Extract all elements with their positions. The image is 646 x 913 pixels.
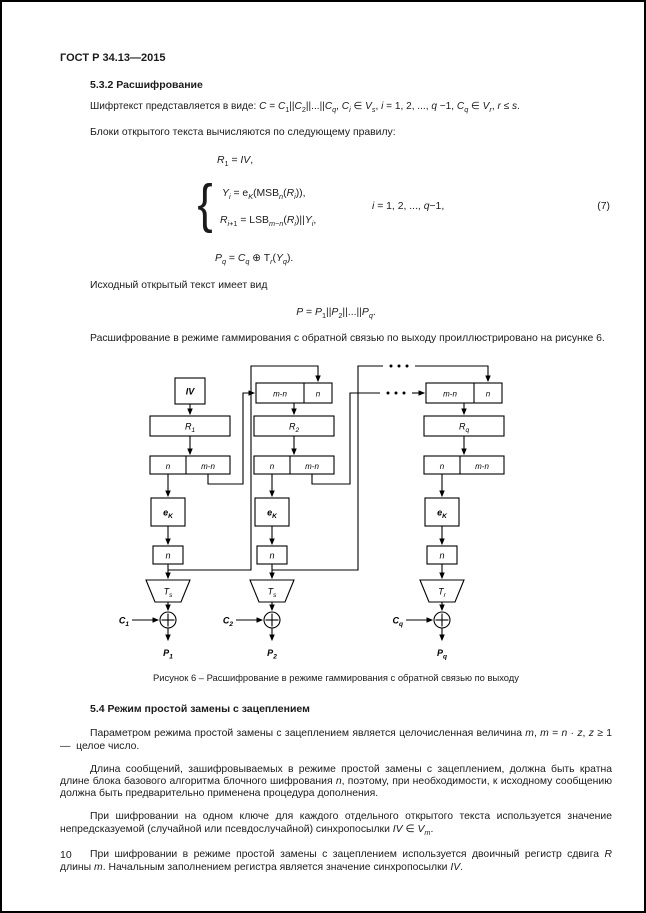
para-figure-ref: Расшифрование в режиме гаммирования с обратной связью по выходу проиллюстрировано на рисунке 6.: [90, 332, 605, 344]
figure-6-diagram: [95, 358, 565, 663]
top-cell-n-2: n: [315, 389, 321, 399]
c-label-1: $C_1$: [118, 615, 129, 629]
formula-p: $P = P_1||P_2||...||P_q$.: [296, 306, 376, 320]
p-label-2: $P_2$: [267, 648, 277, 661]
para-plaintext-intro: Исходный открытый текст имеет вид: [90, 280, 268, 292]
top-cell-mn-2: m-n: [273, 389, 287, 399]
ofb-decryption-diagram: [95, 358, 565, 663]
split-cell-n-1: n: [165, 462, 171, 472]
split-cell-n-3: n: [439, 462, 445, 472]
top-split-box-3: [426, 383, 502, 403]
p-label-1: $P_1$: [163, 648, 173, 661]
n-label-1: n: [165, 550, 171, 561]
para-mode-parameter: Параметром режима простой замены с зацеплением является целочисленная величина m, m = n · z, z ≥ 1 — целое число.: [60, 728, 612, 752]
trunc-label-2: $T_s$: [267, 586, 277, 600]
top-split-box-2: [256, 383, 332, 403]
section-5-3-2-heading: 5.3.2 Расшифрование: [90, 79, 203, 91]
register-label-1: $R_1$: [184, 421, 196, 435]
register-label-3: $R_q$: [458, 421, 470, 435]
ek-label-2: $e_K$: [267, 507, 277, 521]
p-label-3: $P_q$: [437, 648, 447, 661]
page-content: [60, 52, 612, 885]
equation-system: [60, 174, 612, 244]
ek-label-1: $e_K$: [163, 507, 173, 521]
c-label-2: $C_2$: [222, 615, 233, 629]
split-cell-mn-3: m-n: [475, 462, 489, 472]
eq-number: (7): [597, 201, 610, 213]
para-shift-register: При шифровании в режиме простой замены с зацеплением используется двоичный регистр сдвига R длины m. Начальным заполнением регистра является значение синхропосылки IV.: [60, 849, 612, 873]
register-label-2: $R_2$: [288, 421, 300, 435]
iv-label: IV: [185, 386, 195, 397]
eq-line-2: $R_{i+1} = LSB_{m-n}(R_i)||Y_i$,: [220, 215, 317, 229]
formula-r1: $R_1$ = IV,: [217, 155, 254, 169]
bottom-split-box-2: [254, 456, 334, 474]
formula-pq: $P_q = C_q$ ⊕ $T_r(Y_q)$.: [215, 253, 294, 267]
ellipsis-dots: [387, 365, 409, 395]
eq-condition: i = 1, 2, ..., q−1,: [372, 201, 445, 213]
diagram-column-2: [223, 383, 334, 661]
para-iv-usage: При шифровании на одном ключе для каждого отдельного открытого текста используется значение непредсказуемой (случайной или псевдослучайной) синхропосылки IV ∈ $V_m$.: [60, 811, 612, 837]
doc-header: ГОСТ Р 34.13—2015: [60, 52, 166, 64]
para-message-length: Длина сообщений, зашифровываемых в режиме простой замены с зацеплением, должна быть кратна длине блока базового алгоритма блочного шифрования n, поэтому, при необходимости, к исходному сообщению должна быть предварительно применена процедура дополнения.: [60, 763, 612, 800]
trunc-label-1: $T_s$: [163, 586, 173, 600]
para-rule: Блоки открытого текста вычисляются по следующему правилу:: [90, 126, 396, 138]
top-cell-n-3: n: [485, 389, 491, 399]
bottom-split-box-3: [424, 456, 504, 474]
split-cell-n-2: n: [269, 462, 275, 472]
split-cell-mn-2: m-n: [305, 462, 319, 472]
eq-line-1: $Y_i = e_K(MSB_n(R_i))$,: [222, 188, 306, 202]
n-label-2: n: [269, 550, 275, 561]
section-5-4-heading: 5.4 Режим простой замены с зацеплением: [90, 703, 310, 716]
ek-label-3: $e_K$: [437, 507, 447, 521]
para-ciphertext: Шифртекст представляется в виде: $C = C_1||C_2||...||C_q$, $C_i$ ∈ $V_s$, i = 1, 2, ..., q −1, $C_q$ ∈ $V_r$, r ≤ s.: [90, 101, 520, 115]
diagram-column-3: [393, 383, 504, 661]
bottom-split-box-1: [150, 456, 230, 474]
c-label-3: $C_q$: [392, 615, 403, 629]
equation-brace: {: [197, 174, 213, 235]
figure-6-caption: Рисунок 6 – Расшифрование в режиме гаммирования с обратной связью по выходу: [153, 672, 519, 684]
top-cell-mn-3: m-n: [443, 389, 457, 399]
diagram-column-1: [119, 378, 230, 661]
split-cell-mn-1: m-n: [201, 462, 215, 472]
page-number: 10: [60, 849, 72, 861]
n-label-3: n: [439, 550, 445, 561]
trunc-label-3: $T_r$: [438, 586, 446, 600]
